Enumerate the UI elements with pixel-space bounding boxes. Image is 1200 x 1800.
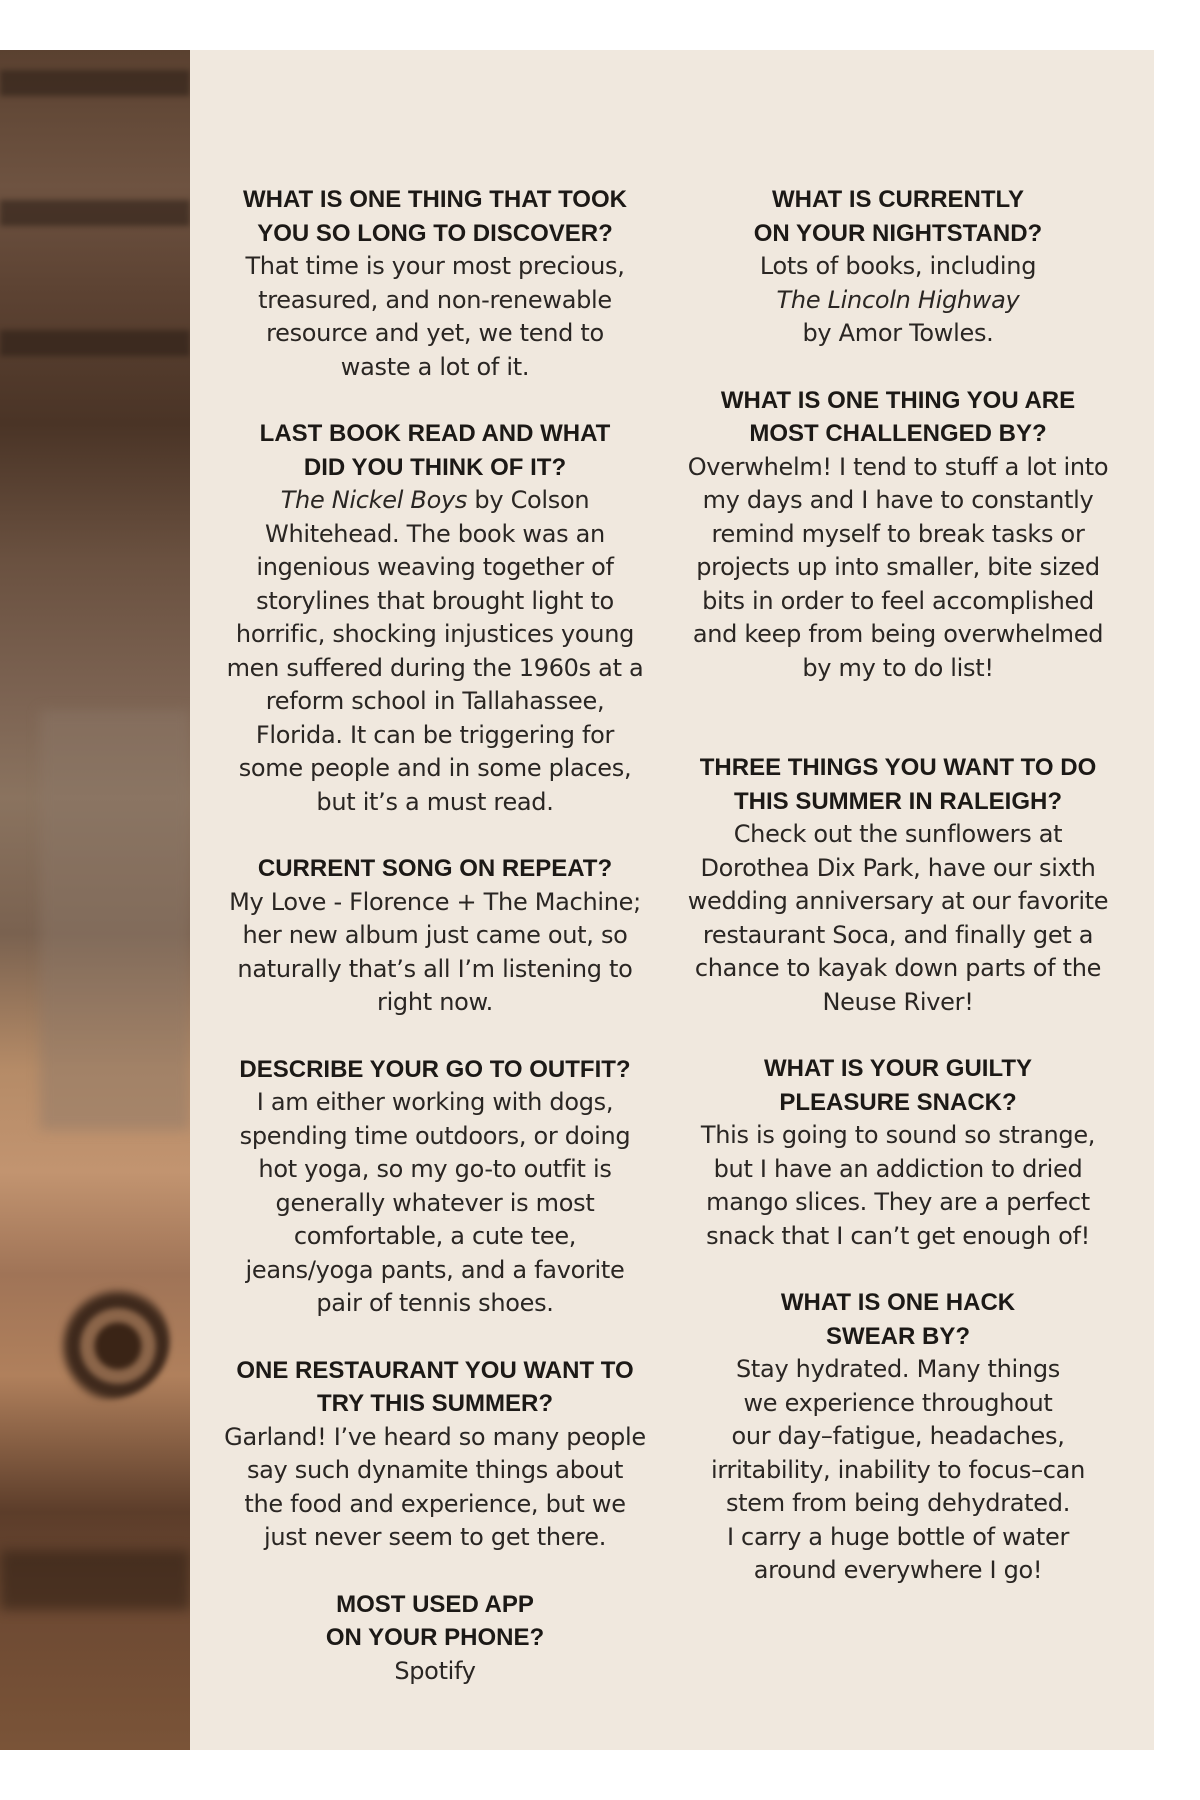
answer-text: Stay hydrated. Many things we experience throughout our day–fatigue, headaches, irritability, inability to focus–can stem from being dehydrated. I carry a huge bottle of water around everywhere I go!: [710, 1355, 1086, 1584]
answer-text: Overwhelm! I tend to stuff a lot into my days and I have to constantly remind myself to break tasks or projects up into smaller, bite sized bits in order to feel accomplished and keep from being overwhelmed by my to do list!: [687, 452, 1109, 682]
answer-text: Spotify: [394, 1656, 476, 1685]
qa-item: [210, 417, 660, 819]
qa-item: [673, 1286, 1123, 1588]
question-heading: WHAT IS CURRENTLY ON YOUR NIGHTSTAND?: [753, 186, 1043, 247]
left-column: [210, 183, 660, 1721]
question-heading: WHAT IS ONE THING THAT TOOK YOU SO LONG TO DISCOVER?: [243, 186, 627, 247]
qa-item: [673, 183, 1123, 351]
book-title: The Lincoln Highway: [776, 285, 1020, 314]
right-column: [673, 183, 1123, 1621]
photo-beam: [0, 200, 190, 226]
qa-item: [210, 852, 660, 1020]
answer-text: [210, 484, 660, 819]
photo-detail: [40, 1280, 170, 1400]
answer-text: Check out the sunflowers at Dorothea Dix Park, have our sixth wedding anniversary at our favorite restaurant Soca, and finally get a chance to kayak down parts of the Neuse River!: [687, 820, 1109, 1016]
question-heading: WHAT IS ONE HACK SWEAR BY?: [780, 1289, 1016, 1350]
answer-text: This is going to sound so strange, but I have an addiction to dried mango slices. They are a perfect snack that I can’t get enough of!: [700, 1121, 1096, 1250]
qa-item: [210, 1354, 660, 1555]
question-heading: MOST USED APP ON YOUR PHONE?: [325, 1590, 545, 1651]
interview-panel: [190, 50, 1154, 1750]
qa-item: [673, 1052, 1123, 1253]
answer-text: [673, 250, 1123, 351]
question-heading: CURRENT SONG ON REPEAT?: [257, 855, 613, 882]
question-heading: LAST BOOK READ AND WHAT DID YOU THINK OF IT?: [259, 420, 611, 481]
qa-item: [673, 751, 1123, 1019]
question-heading: DESCRIBE YOUR GO TO OUTFIT?: [239, 1055, 631, 1083]
question-heading: THREE THINGS YOU WANT TO DO THIS SUMMER IN RALEIGH?: [699, 754, 1097, 815]
answer-text: Garland! I’ve heard so many people say such dynamite things about the food and experience, but we just never seem to get there.: [224, 1422, 646, 1551]
answer-text: That time is your most precious, treasured, and non-renewable resource and yet, we tend to waste a lot of it.: [245, 252, 625, 381]
qa-item: [210, 1588, 660, 1689]
answer-line: Lots of books, including: [759, 252, 1037, 280]
qa-item: [673, 384, 1123, 686]
question-heading: WHAT IS ONE THING YOU ARE MOST CHALLENGED BY?: [720, 386, 1076, 447]
qa-item: [210, 1053, 660, 1321]
question-heading: WHAT IS YOUR GUILTY PLEASURE SNACK?: [764, 1055, 1032, 1116]
answer-text: My Love - Florence + The Machine; her new album just came out, so naturally that’s all I’m listening to right now.: [229, 887, 641, 1016]
photo-beam: [0, 330, 190, 356]
background-photo: [0, 50, 190, 1750]
photo-wall: [40, 710, 190, 1130]
answer-body: by Colson Whitehead. The book was an ingenious weaving together of storylines that brought light to horrific, shocking injustices young men suffered during the 1960s at a reform school in Tallahassee, Florida. It can be triggering for some people and in some places, but it’s a must read.: [226, 486, 644, 816]
question-heading: ONE RESTAURANT YOU WANT TO TRY THIS SUMMER?: [236, 1356, 634, 1417]
answer-line: by Amor Towles.: [802, 319, 994, 347]
photo-shelf: [0, 1550, 190, 1610]
qa-item: [210, 183, 660, 384]
answer-text: I am either working with dogs, spending time outdoors, or doing hot yoga, so my go-to outfit is generally whatever is most comfortable, a cute tee, jeans/yoga pants, and a favorite pair of tennis shoes.: [239, 1088, 631, 1317]
photo-beam: [0, 70, 190, 96]
book-title: The Nickel Boys: [280, 486, 468, 514]
